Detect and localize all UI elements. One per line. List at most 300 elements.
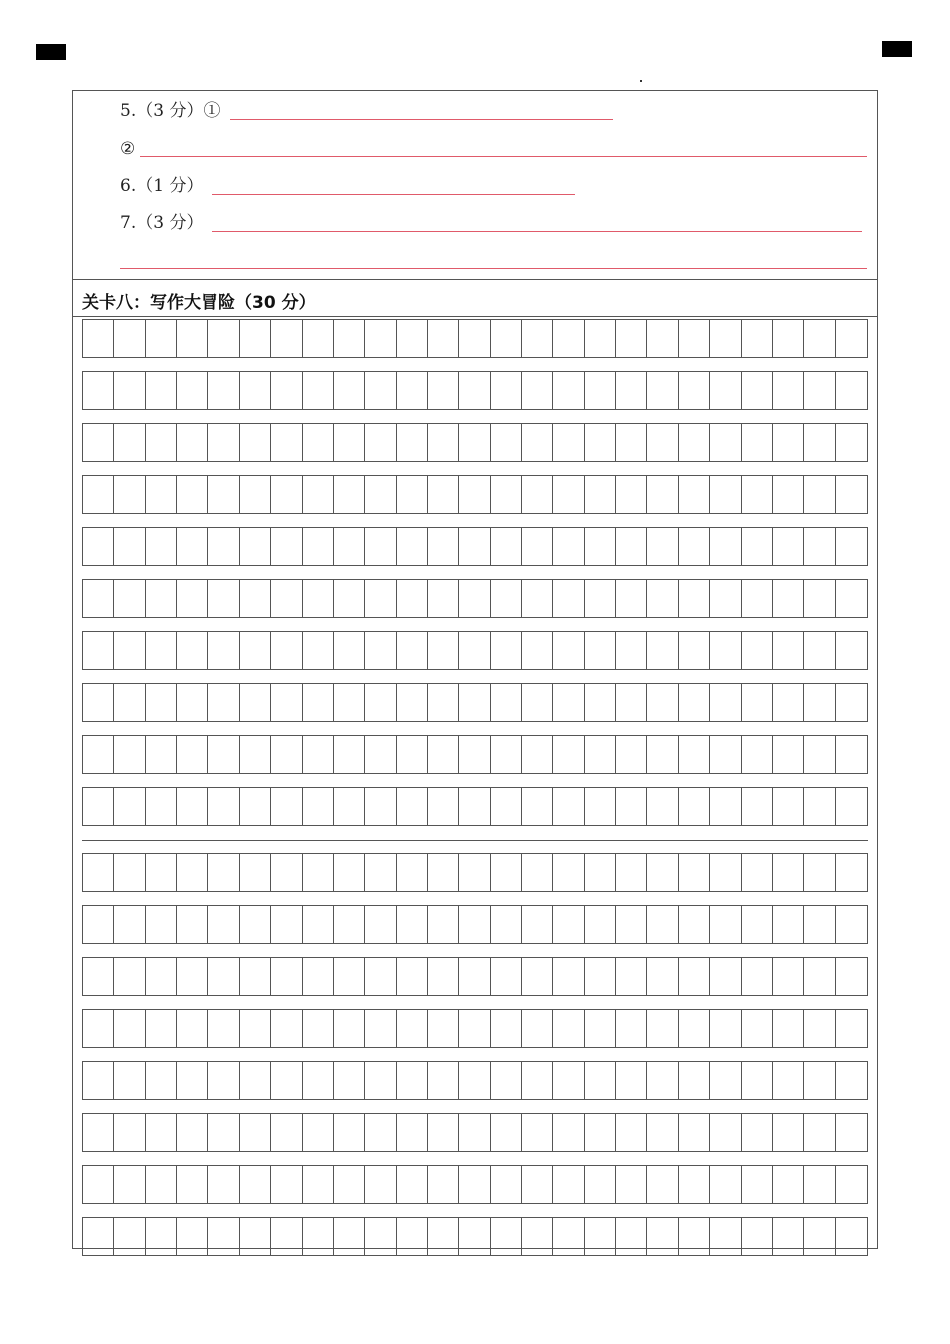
grid-cell[interactable]	[240, 320, 271, 357]
grid-cell[interactable]	[710, 854, 741, 891]
grid-cell[interactable]	[303, 320, 334, 357]
grid-cell[interactable]	[146, 684, 177, 721]
grid-cell[interactable]	[710, 1114, 741, 1151]
grid-cell[interactable]	[804, 1114, 835, 1151]
grid-cell[interactable]	[208, 1166, 239, 1203]
grid-cell[interactable]	[240, 958, 271, 995]
grid-cell[interactable]	[365, 684, 396, 721]
grid-cell[interactable]	[459, 424, 490, 461]
grid-cell[interactable]	[585, 736, 616, 773]
grid-cell[interactable]	[459, 906, 490, 943]
grid-cell[interactable]	[616, 476, 647, 513]
grid-cell[interactable]	[208, 906, 239, 943]
grid-cell[interactable]	[83, 906, 114, 943]
grid-cell[interactable]	[303, 1166, 334, 1203]
grid-cell[interactable]	[208, 788, 239, 825]
grid-cell[interactable]	[271, 684, 302, 721]
grid-cell[interactable]	[491, 1062, 522, 1099]
grid-cell[interactable]	[240, 1062, 271, 1099]
grid-cell[interactable]	[334, 684, 365, 721]
grid-cell[interactable]	[647, 854, 678, 891]
grid-cell[interactable]	[804, 1062, 835, 1099]
grid-cell[interactable]	[553, 958, 584, 995]
grid-cell[interactable]	[334, 632, 365, 669]
grid-cell[interactable]	[240, 632, 271, 669]
grid-cell[interactable]	[459, 788, 490, 825]
grid-cell[interactable]	[208, 372, 239, 409]
grid-cell[interactable]	[146, 632, 177, 669]
grid-cell[interactable]	[83, 1166, 114, 1203]
grid-cell[interactable]	[146, 320, 177, 357]
grid-cell[interactable]	[804, 1218, 835, 1255]
grid-cell[interactable]	[114, 736, 145, 773]
grid-cell[interactable]	[522, 1114, 553, 1151]
grid-cell[interactable]	[428, 632, 459, 669]
grid-cell[interactable]	[177, 906, 208, 943]
grid-cell[interactable]	[271, 580, 302, 617]
grid-cell[interactable]	[522, 1010, 553, 1047]
grid-cell[interactable]	[679, 684, 710, 721]
grid-cell[interactable]	[742, 528, 773, 565]
grid-cell[interactable]	[365, 1010, 396, 1047]
grid-cell[interactable]	[710, 1062, 741, 1099]
grid-cell[interactable]	[616, 788, 647, 825]
grid-cell[interactable]	[146, 854, 177, 891]
grid-cell[interactable]	[679, 476, 710, 513]
grid-cell[interactable]	[616, 1166, 647, 1203]
grid-cell[interactable]	[83, 1010, 114, 1047]
grid-cell[interactable]	[397, 528, 428, 565]
grid-cell[interactable]	[114, 580, 145, 617]
grid-cell[interactable]	[616, 906, 647, 943]
grid-cell[interactable]	[208, 736, 239, 773]
grid-cell[interactable]	[334, 906, 365, 943]
grid-cell[interactable]	[522, 476, 553, 513]
grid-cell[interactable]	[208, 476, 239, 513]
grid-cell[interactable]	[83, 632, 114, 669]
grid-cell[interactable]	[271, 632, 302, 669]
grid-cell[interactable]	[303, 580, 334, 617]
grid-cell[interactable]	[83, 528, 114, 565]
grid-cell[interactable]	[491, 684, 522, 721]
grid-cell[interactable]	[365, 476, 396, 513]
grid-cell[interactable]	[773, 528, 804, 565]
grid-cell[interactable]	[240, 684, 271, 721]
grid-cell[interactable]	[146, 1166, 177, 1203]
grid-cell[interactable]	[397, 580, 428, 617]
grid-cell[interactable]	[679, 958, 710, 995]
grid-cell[interactable]	[647, 476, 678, 513]
grid-cell[interactable]	[553, 736, 584, 773]
grid-cell[interactable]	[303, 906, 334, 943]
grid-cell[interactable]	[114, 1218, 145, 1255]
grid-cell[interactable]	[208, 424, 239, 461]
grid-cell[interactable]	[491, 580, 522, 617]
grid-cell[interactable]	[585, 476, 616, 513]
grid-cell[interactable]	[804, 476, 835, 513]
grid-cell[interactable]	[365, 906, 396, 943]
grid-cell[interactable]	[804, 320, 835, 357]
grid-cell[interactable]	[773, 372, 804, 409]
grid-cell[interactable]	[742, 788, 773, 825]
grid-cell[interactable]	[428, 528, 459, 565]
grid-cell[interactable]	[585, 854, 616, 891]
grid-cell[interactable]	[177, 528, 208, 565]
grid-cell[interactable]	[428, 1062, 459, 1099]
grid-cell[interactable]	[522, 632, 553, 669]
grid-cell[interactable]	[365, 1062, 396, 1099]
question-5-answer-line-1[interactable]	[230, 119, 613, 120]
grid-cell[interactable]	[146, 736, 177, 773]
question-5-answer-line-2[interactable]	[140, 156, 867, 157]
grid-cell[interactable]	[616, 1062, 647, 1099]
grid-cell[interactable]	[553, 684, 584, 721]
grid-cell[interactable]	[334, 372, 365, 409]
grid-cell[interactable]	[742, 372, 773, 409]
grid-cell[interactable]	[428, 854, 459, 891]
grid-cell[interactable]	[428, 1166, 459, 1203]
grid-cell[interactable]	[114, 1166, 145, 1203]
grid-cell[interactable]	[146, 1062, 177, 1099]
grid-cell[interactable]	[679, 1218, 710, 1255]
grid-cell[interactable]	[491, 424, 522, 461]
grid-cell[interactable]	[397, 1166, 428, 1203]
grid-cell[interactable]	[397, 684, 428, 721]
grid-cell[interactable]	[83, 736, 114, 773]
grid-cell[interactable]	[647, 528, 678, 565]
grid-cell[interactable]	[616, 632, 647, 669]
grid-cell[interactable]	[553, 528, 584, 565]
grid-cell[interactable]	[773, 684, 804, 721]
grid-cell[interactable]	[616, 736, 647, 773]
grid-cell[interactable]	[585, 320, 616, 357]
grid-cell[interactable]	[679, 1062, 710, 1099]
grid-cell[interactable]	[773, 1114, 804, 1151]
grid-cell[interactable]	[553, 854, 584, 891]
grid-cell[interactable]	[271, 1114, 302, 1151]
grid-cell[interactable]	[522, 788, 553, 825]
grid-cell[interactable]	[397, 854, 428, 891]
grid-cell[interactable]	[397, 1114, 428, 1151]
grid-cell[interactable]	[146, 372, 177, 409]
grid-cell[interactable]	[365, 372, 396, 409]
grid-cell[interactable]	[146, 528, 177, 565]
grid-cell[interactable]	[585, 788, 616, 825]
grid-cell[interactable]	[428, 320, 459, 357]
grid-cell[interactable]	[804, 958, 835, 995]
grid-cell[interactable]	[491, 1114, 522, 1151]
grid-cell[interactable]	[114, 476, 145, 513]
grid-cell[interactable]	[742, 476, 773, 513]
grid-cell[interactable]	[208, 320, 239, 357]
grid-cell[interactable]	[334, 1166, 365, 1203]
grid-cell[interactable]	[146, 788, 177, 825]
grid-cell[interactable]	[742, 854, 773, 891]
grid-cell[interactable]	[208, 1114, 239, 1151]
grid-cell[interactable]	[240, 424, 271, 461]
grid-cell[interactable]	[271, 528, 302, 565]
grid-cell[interactable]	[365, 1114, 396, 1151]
grid-cell[interactable]	[522, 736, 553, 773]
grid-cell[interactable]	[773, 632, 804, 669]
grid-cell[interactable]	[804, 1010, 835, 1047]
grid-cell[interactable]	[365, 528, 396, 565]
grid-cell[interactable]	[303, 528, 334, 565]
grid-cell[interactable]	[428, 684, 459, 721]
grid-cell[interactable]	[616, 854, 647, 891]
grid-cell[interactable]	[240, 476, 271, 513]
grid-cell[interactable]	[742, 632, 773, 669]
grid-cell[interactable]	[114, 632, 145, 669]
grid-cell[interactable]	[428, 476, 459, 513]
grid-cell[interactable]	[616, 1114, 647, 1151]
grid-cell[interactable]	[334, 528, 365, 565]
grid-cell[interactable]	[271, 476, 302, 513]
grid-cell[interactable]	[459, 958, 490, 995]
grid-cell[interactable]	[428, 788, 459, 825]
grid-cell[interactable]	[334, 1218, 365, 1255]
grid-cell[interactable]	[208, 528, 239, 565]
grid-cell[interactable]	[428, 424, 459, 461]
grid-cell[interactable]	[83, 372, 114, 409]
grid-cell[interactable]	[647, 580, 678, 617]
grid-cell[interactable]	[428, 1114, 459, 1151]
grid-cell[interactable]	[83, 1114, 114, 1151]
grid-cell[interactable]	[804, 372, 835, 409]
grid-cell[interactable]	[679, 906, 710, 943]
grid-cell[interactable]	[271, 424, 302, 461]
grid-cell[interactable]	[177, 854, 208, 891]
grid-cell[interactable]	[114, 528, 145, 565]
grid-cell[interactable]	[240, 1166, 271, 1203]
grid-cell[interactable]	[710, 684, 741, 721]
grid-cell[interactable]	[146, 580, 177, 617]
grid-cell[interactable]	[240, 372, 271, 409]
grid-cell[interactable]	[271, 1010, 302, 1047]
grid-cell[interactable]	[553, 424, 584, 461]
grid-cell[interactable]	[303, 424, 334, 461]
grid-cell[interactable]	[114, 1062, 145, 1099]
grid-cell[interactable]	[334, 580, 365, 617]
grid-cell[interactable]	[459, 1062, 490, 1099]
grid-cell[interactable]	[459, 632, 490, 669]
grid-cell[interactable]	[522, 1062, 553, 1099]
grid-cell[interactable]	[303, 788, 334, 825]
grid-cell[interactable]	[679, 854, 710, 891]
grid-cell[interactable]	[804, 788, 835, 825]
grid-cell[interactable]	[804, 854, 835, 891]
grid-cell[interactable]	[742, 684, 773, 721]
grid-cell[interactable]	[459, 580, 490, 617]
grid-cell[interactable]	[804, 906, 835, 943]
grid-cell[interactable]	[83, 580, 114, 617]
grid-cell[interactable]	[271, 1062, 302, 1099]
grid-cell[interactable]	[177, 1218, 208, 1255]
grid-cell[interactable]	[491, 958, 522, 995]
grid-cell[interactable]	[773, 736, 804, 773]
grid-cell[interactable]	[114, 854, 145, 891]
grid-cell[interactable]	[459, 1218, 490, 1255]
grid-cell[interactable]	[365, 632, 396, 669]
grid-cell[interactable]	[742, 958, 773, 995]
grid-cell[interactable]	[303, 372, 334, 409]
grid-cell[interactable]	[428, 372, 459, 409]
grid-cell[interactable]	[773, 854, 804, 891]
grid-cell[interactable]	[177, 1062, 208, 1099]
grid-cell[interactable]	[553, 476, 584, 513]
grid-cell[interactable]	[616, 372, 647, 409]
grid-cell[interactable]	[271, 958, 302, 995]
grid-cell[interactable]	[522, 528, 553, 565]
question-7-answer-line-1[interactable]	[212, 231, 862, 232]
grid-cell[interactable]	[553, 580, 584, 617]
grid-cell[interactable]	[397, 788, 428, 825]
grid-cell[interactable]	[742, 580, 773, 617]
grid-cell[interactable]	[177, 476, 208, 513]
grid-cell[interactable]	[616, 1218, 647, 1255]
grid-cell[interactable]	[271, 854, 302, 891]
grid-cell[interactable]	[177, 1166, 208, 1203]
grid-cell[interactable]	[522, 424, 553, 461]
grid-cell[interactable]	[303, 1218, 334, 1255]
grid-cell[interactable]	[710, 788, 741, 825]
grid-cell[interactable]	[710, 580, 741, 617]
grid-cell[interactable]	[114, 906, 145, 943]
grid-cell[interactable]	[397, 372, 428, 409]
grid-cell[interactable]	[271, 320, 302, 357]
grid-cell[interactable]	[710, 528, 741, 565]
grid-cell[interactable]	[491, 788, 522, 825]
grid-cell[interactable]	[773, 1062, 804, 1099]
grid-cell[interactable]	[647, 1062, 678, 1099]
grid-cell[interactable]	[522, 854, 553, 891]
grid-cell[interactable]	[710, 476, 741, 513]
grid-cell[interactable]	[647, 320, 678, 357]
grid-cell[interactable]	[83, 424, 114, 461]
grid-cell[interactable]	[804, 580, 835, 617]
grid-cell[interactable]	[208, 684, 239, 721]
grid-cell[interactable]	[303, 854, 334, 891]
grid-cell[interactable]	[459, 684, 490, 721]
grid-cell[interactable]	[208, 1010, 239, 1047]
grid-cell[interactable]	[491, 906, 522, 943]
grid-cell[interactable]	[710, 372, 741, 409]
grid-cell[interactable]	[710, 424, 741, 461]
grid-cell[interactable]	[553, 788, 584, 825]
grid-cell[interactable]	[491, 320, 522, 357]
grid-cell[interactable]	[616, 958, 647, 995]
grid-cell[interactable]	[585, 1062, 616, 1099]
grid-cell[interactable]	[146, 958, 177, 995]
grid-cell[interactable]	[83, 854, 114, 891]
grid-cell[interactable]	[83, 320, 114, 357]
grid-cell[interactable]	[146, 1218, 177, 1255]
grid-cell[interactable]	[710, 632, 741, 669]
grid-cell[interactable]	[616, 528, 647, 565]
grid-cell[interactable]	[773, 788, 804, 825]
grid-cell[interactable]	[459, 476, 490, 513]
grid-cell[interactable]	[208, 1218, 239, 1255]
grid-cell[interactable]	[303, 1114, 334, 1151]
grid-cell[interactable]	[114, 958, 145, 995]
grid-cell[interactable]	[491, 1166, 522, 1203]
grid-cell[interactable]	[334, 424, 365, 461]
grid-cell[interactable]	[804, 632, 835, 669]
grid-cell[interactable]	[271, 372, 302, 409]
grid-cell[interactable]	[710, 906, 741, 943]
grid-cell[interactable]	[742, 1114, 773, 1151]
grid-cell[interactable]	[271, 1218, 302, 1255]
grid-cell[interactable]	[146, 906, 177, 943]
grid-cell[interactable]	[114, 424, 145, 461]
grid-cell[interactable]	[365, 1166, 396, 1203]
grid-cell[interactable]	[271, 906, 302, 943]
grid-cell[interactable]	[773, 906, 804, 943]
grid-cell[interactable]	[365, 1218, 396, 1255]
grid-cell[interactable]	[240, 580, 271, 617]
grid-cell[interactable]	[240, 736, 271, 773]
grid-cell[interactable]	[710, 958, 741, 995]
grid-cell[interactable]	[585, 424, 616, 461]
grid-cell[interactable]	[177, 736, 208, 773]
grid-cell[interactable]	[742, 906, 773, 943]
grid-cell[interactable]	[146, 476, 177, 513]
grid-cell[interactable]	[647, 736, 678, 773]
grid-cell[interactable]	[365, 580, 396, 617]
grid-cell[interactable]	[491, 476, 522, 513]
grid-cell[interactable]	[773, 1218, 804, 1255]
grid-cell[interactable]	[303, 1062, 334, 1099]
grid-cell[interactable]	[522, 906, 553, 943]
grid-cell[interactable]	[365, 958, 396, 995]
grid-cell[interactable]	[585, 684, 616, 721]
grid-cell[interactable]	[710, 320, 741, 357]
grid-cell[interactable]	[585, 632, 616, 669]
grid-cell[interactable]	[177, 788, 208, 825]
grid-cell[interactable]	[397, 1218, 428, 1255]
grid-cell[interactable]	[271, 788, 302, 825]
grid-cell[interactable]	[146, 424, 177, 461]
grid-cell[interactable]	[428, 580, 459, 617]
grid-cell[interactable]	[679, 320, 710, 357]
grid-cell[interactable]	[647, 1166, 678, 1203]
grid-cell[interactable]	[334, 1114, 365, 1151]
grid-cell[interactable]	[522, 1166, 553, 1203]
grid-cell[interactable]	[522, 1218, 553, 1255]
grid-cell[interactable]	[177, 320, 208, 357]
grid-cell[interactable]	[83, 684, 114, 721]
grid-cell[interactable]	[647, 958, 678, 995]
grid-cell[interactable]	[710, 736, 741, 773]
grid-cell[interactable]	[428, 1010, 459, 1047]
grid-cell[interactable]	[773, 958, 804, 995]
grid-cell[interactable]	[616, 424, 647, 461]
grid-cell[interactable]	[742, 320, 773, 357]
grid-cell[interactable]	[83, 476, 114, 513]
grid-cell[interactable]	[303, 684, 334, 721]
grid-cell[interactable]	[804, 424, 835, 461]
grid-cell[interactable]	[773, 476, 804, 513]
grid-cell[interactable]	[208, 958, 239, 995]
grid-cell[interactable]	[522, 580, 553, 617]
grid-cell[interactable]	[83, 958, 114, 995]
grid-cell[interactable]	[459, 1114, 490, 1151]
grid-cell[interactable]	[742, 1166, 773, 1203]
grid-cell[interactable]	[459, 1166, 490, 1203]
grid-cell[interactable]	[208, 1062, 239, 1099]
grid-cell[interactable]	[83, 788, 114, 825]
grid-cell[interactable]	[334, 958, 365, 995]
